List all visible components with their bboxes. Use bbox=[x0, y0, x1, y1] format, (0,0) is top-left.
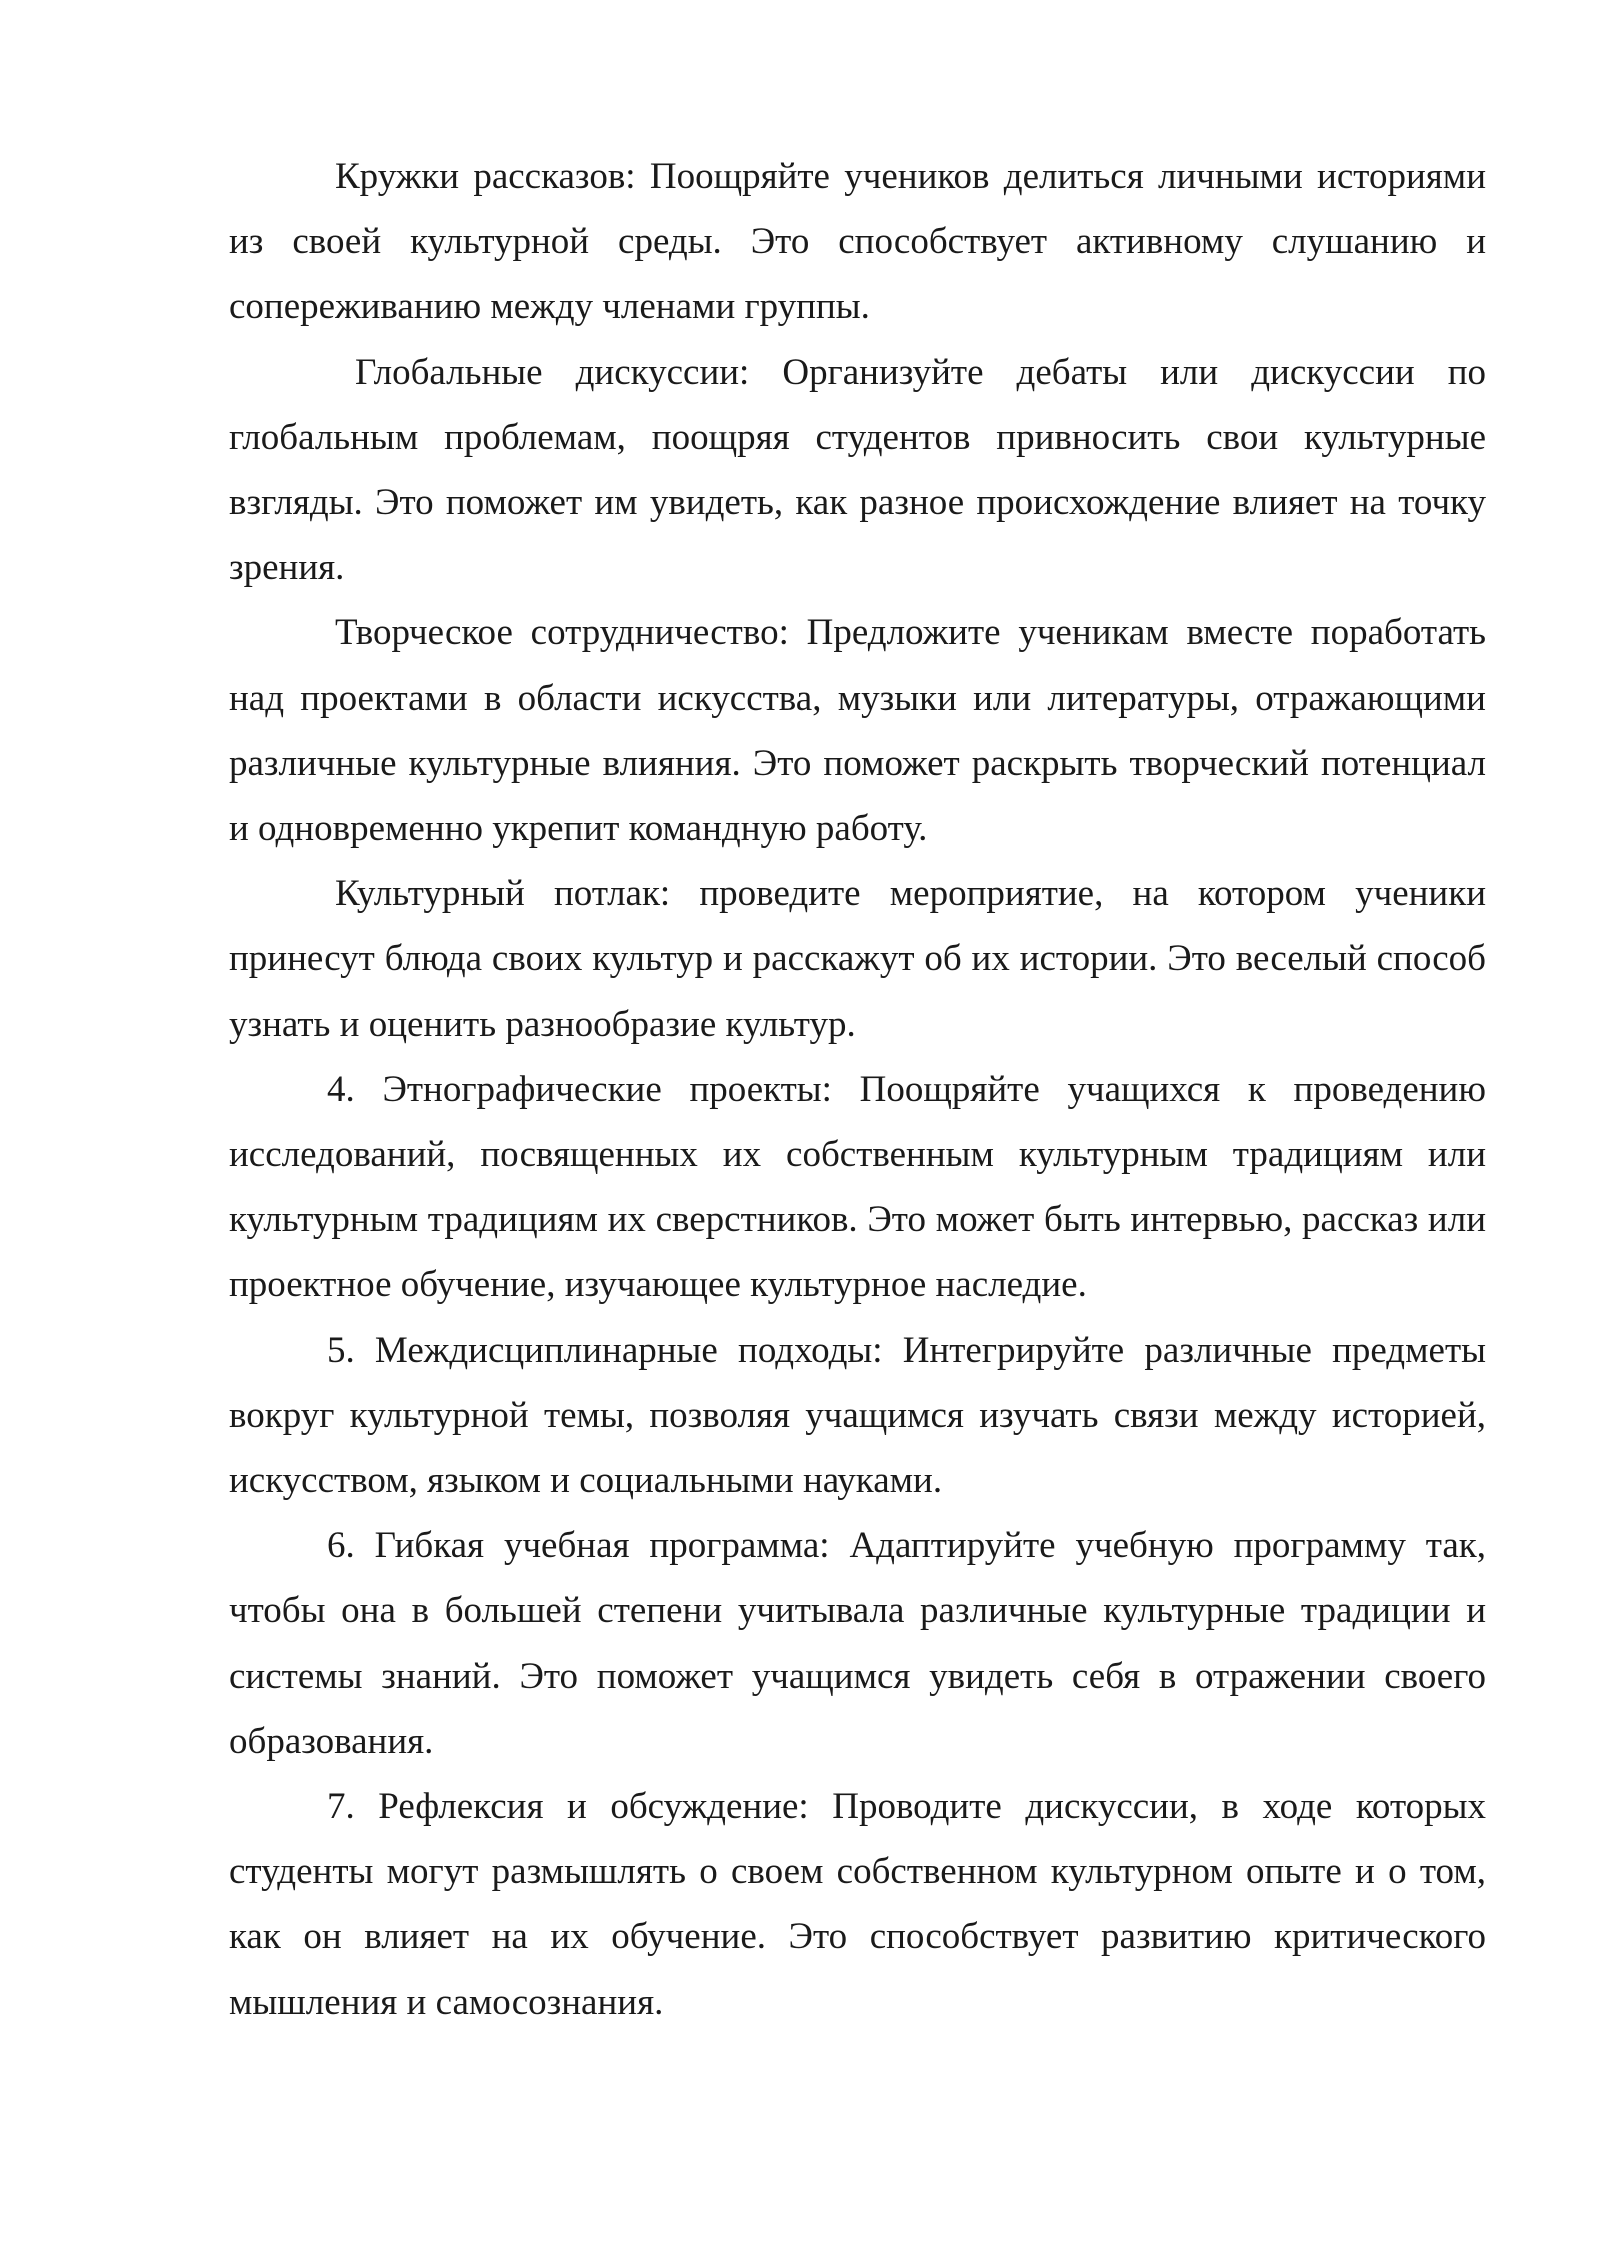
paragraph-cultural-potluck: Культурный потлак: проведите мероприятие, на котором ученики принесут блюда своих культур и расскажут об их истории. Это веселый способ узнать и оценить разнообразие культур. bbox=[229, 873, 1486, 1045]
paragraph-story-circles: Кружки рассказов: Поощряйте учеников делиться личными историями из своей культурной среды. Это способствует активному слушанию и сопереживанию между членами группы. bbox=[229, 156, 1486, 328]
paragraph-ethnographic-projects: 4. Этнографические проекты: Поощряйте учащихся к проведению исследований, посвященных их собственным культурным традициям или культурным традициям их сверстников. Это может быть интервью, рассказ или проектное обучение, изучающее культурное наследие. bbox=[229, 1068, 1486, 1306]
document-body bbox=[229, 144, 1486, 2035]
paragraph-interdisciplinary-approaches: 5. Междисциплинарные подходы: Интегрируйте различные предметы вокруг культурной темы, позволяя учащимся изучать связи между историей, искусством, языком и социальными науками. bbox=[229, 1329, 1486, 1502]
paragraph-flexible-curriculum: 6. Гибкая учебная программа: Адаптируйте учебную программу так, чтобы она в большей степени учитывала различные культурные традиции и системы знаний. Это поможет учащимся увидеть себя в отражении своего образования. bbox=[229, 1525, 1486, 1762]
paragraph-reflection-discussion: 7. Рефлексия и обсуждение: Проводите дискуссии, в ходе которых студенты могут размышлять о своем собственном культурном опыте и о том, как он влияет на их обучение. Это способствует развитию критического мышления и самосознания. bbox=[229, 1786, 1486, 2023]
paragraph-global-discussions: Глобальные дискуссии: Организуйте дебаты или дискуссии по глобальным проблемам, поощряя студентов привносить свои культурные взгляды. Это поможет им увидеть, как разное происхождение влияет на точку зрения. bbox=[229, 351, 1486, 589]
paragraph-creative-collaboration: Творческое сотрудничество: Предложите ученикам вместе поработать над проектами в области искусства, музыки или литературы, отражающими различные культурные влияния. Это поможет раскрыть творческий потенциал и одновременно укрепит командную работу. bbox=[229, 612, 1486, 850]
